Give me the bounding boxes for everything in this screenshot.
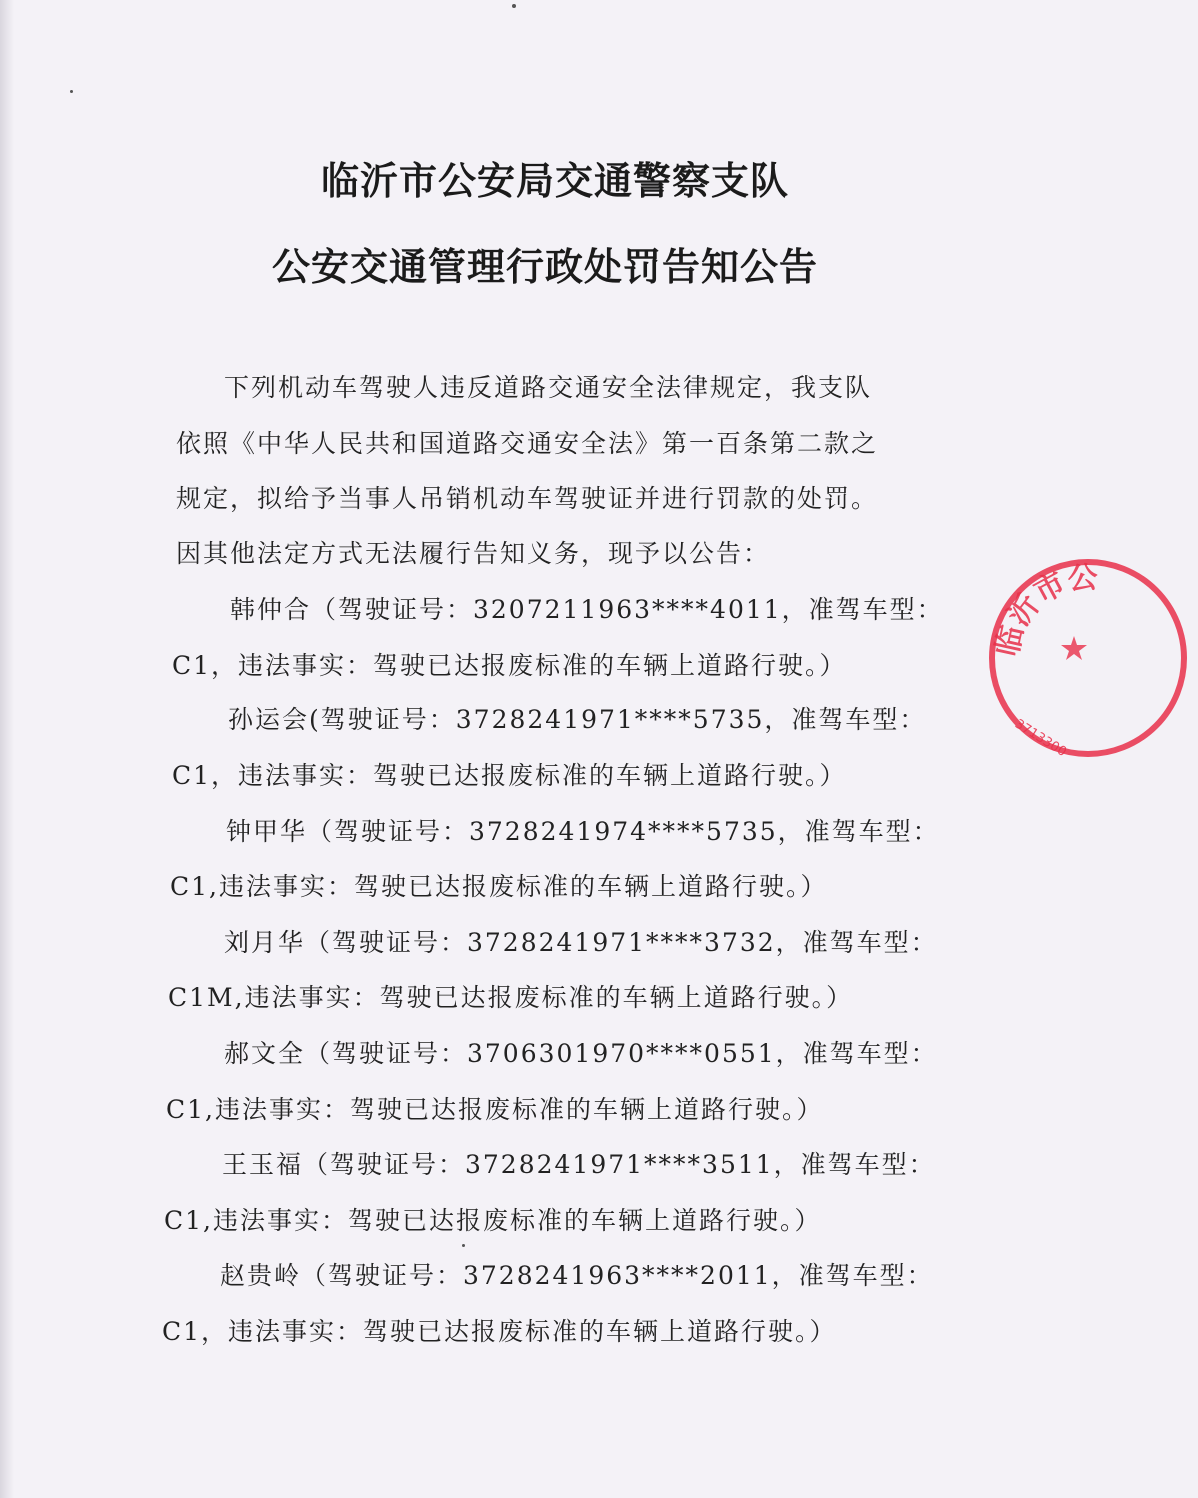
speck (512, 4, 516, 8)
intro-line-4: 因其他法定方式无法履行告知义务，现予以公告： (176, 539, 771, 568)
entry-3-line-1: 钟甲华（驾驶证号：3728241974****5735，准驾车型： (226, 817, 940, 846)
entry-6-line-1: 王玉福（驾驶证号：3728241971****3511，准驾车型： (222, 1150, 936, 1179)
entry-1-line-2: C1，违法事实：驾驶已达报废标准的车辆上道路行驶。） (172, 651, 847, 680)
entry-2-line-2: C1，违法事实：驾驶已达报废标准的车辆上道路行驶。） (172, 761, 847, 790)
seal-code: 3713300 (1011, 716, 1069, 761)
entry-2-line-1: 孙运会(驾驶证号：3728241971****5735，准驾车型： (228, 705, 927, 734)
title-line-1: 临沂市公安局交通警察支队 (320, 158, 789, 203)
title-line-2: 公安交通管理行政处罚告知公告 (271, 244, 818, 289)
intro-line-3: 规定，拟给予当事人吊销机动车驾驶证并进行罚款的处罚。 (176, 484, 879, 513)
svg-text:临沂市公安 (978, 548, 1099, 659)
entry-4-line-1: 刘月华（驾驶证号：3728241971****3732，准驾车型： (224, 928, 938, 957)
entry-5-line-1: 郝文全（驾驶证号：3706301970****0551，准驾车型： (224, 1039, 938, 1068)
entry-5-line-2: C1,违法事实：驾驶已达报废标准的车辆上道路行驶。） (166, 1095, 824, 1124)
page-edge-shadow (0, 0, 14, 1498)
entry-3-line-2: C1,违法事实：驾驶已达报废标准的车辆上道路行驶。） (170, 872, 828, 901)
entry-7-line-1: 赵贵岭（驾驶证号：3728241963****2011，准驾车型： (220, 1261, 934, 1290)
speck (70, 90, 73, 93)
entry-4-line-2: C1M,违法事实：驾驶已达报废标准的车辆上道路行驶。） (168, 983, 854, 1012)
speck (462, 1244, 465, 1247)
entry-6-line-2: C1,违法事实：驾驶已达报废标准的车辆上道路行驶。） (164, 1206, 822, 1235)
seal-star-icon (1061, 636, 1087, 660)
entry-1-line-1: 韩仲合（驾驶证号：3207211963****4011，准驾车型： (230, 595, 944, 624)
intro-line-2: 依照《中华人民共和国道路交通安全法》第一百条第二款之 (176, 429, 879, 458)
intro-line-1: 下列机动车驾驶人违反道路交通安全法律规定，我支队 (224, 373, 873, 402)
entry-7-line-2: C1，违法事实：驾驶已达报废标准的车辆上道路行驶。） (162, 1317, 837, 1346)
seal-text: 临沂市公 (990, 560, 1099, 660)
official-seal (978, 548, 1198, 768)
